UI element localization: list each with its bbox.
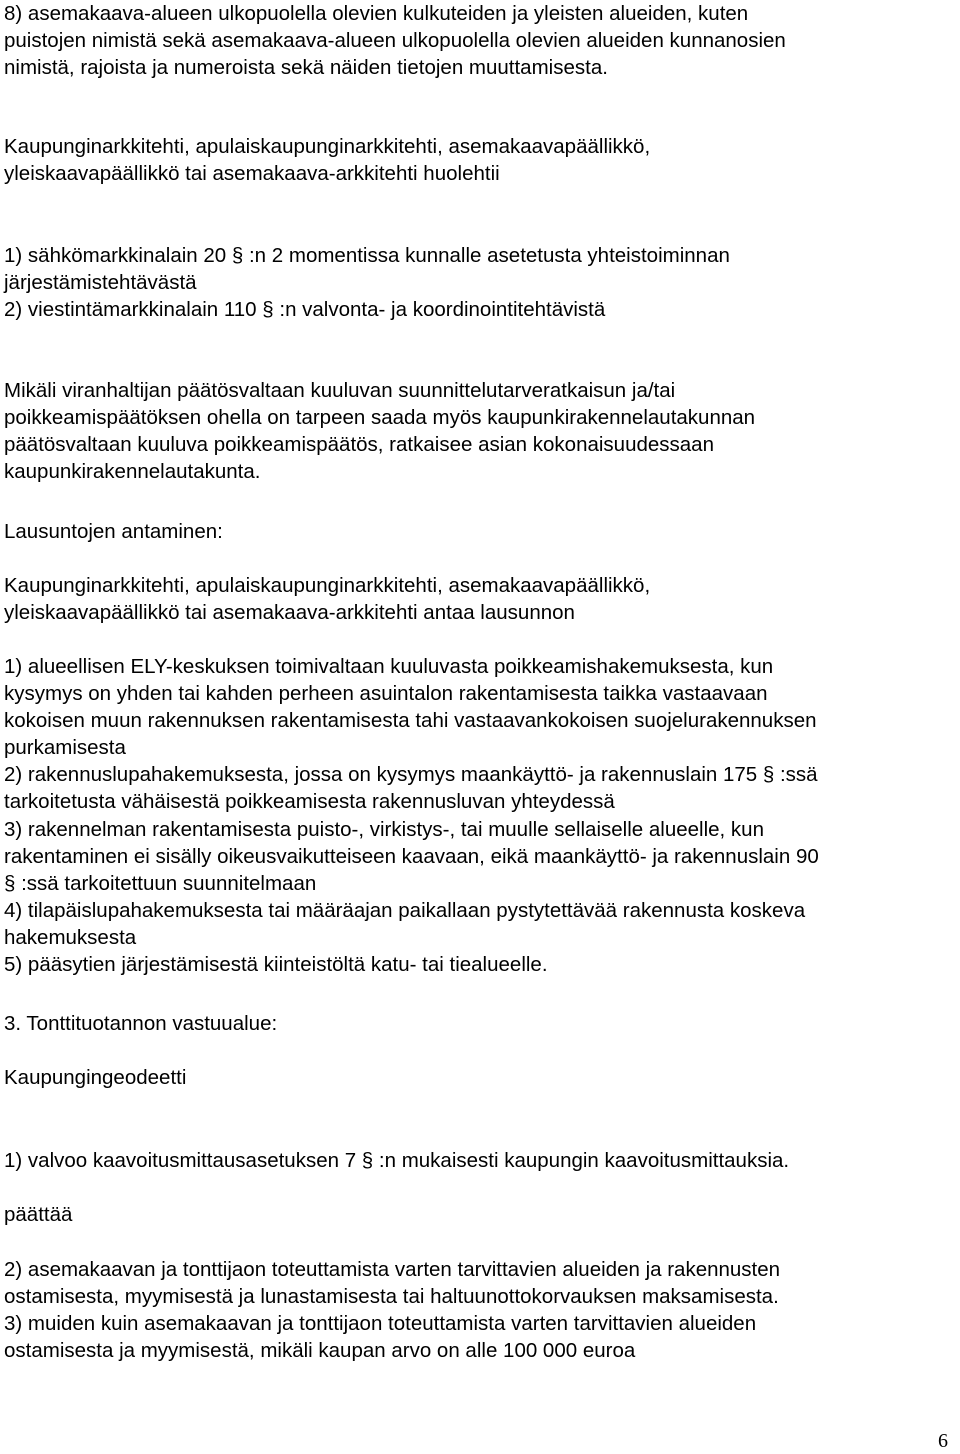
text-line: yleiskaavapäällikkö tai asemakaava-arkkitehti huolehtii bbox=[4, 162, 500, 185]
list-item-continuation: tarkoitetusta vähäisestä poikkeamisesta rakennusluvan yhteydessä bbox=[4, 790, 615, 813]
text-line: yleiskaavapäällikkö tai asemakaava-arkkitehti antaa lausunnon bbox=[4, 601, 575, 624]
list-item: 1) sähkömarkkinalain 20 § :n 2 momentissa kunnalle asetetusta yhteistoiminnan bbox=[4, 244, 730, 267]
page-number: 6 bbox=[938, 1430, 948, 1452]
section-heading: Lausuntojen antaminen: bbox=[4, 520, 223, 543]
list-item: 2) rakennuslupahakemuksesta, jossa on kysymys maankäyttö- ja rakennuslain 175 § :ssä bbox=[4, 763, 818, 786]
list-item-continuation: hakemuksesta bbox=[4, 926, 137, 949]
list-item: 2) asemakaavan ja tonttijaon toteuttamista varten tarvittavien alueiden ja rakennusten bbox=[4, 1258, 781, 1281]
list-item-continuation: järjestämistehtävästä bbox=[4, 271, 197, 294]
list-item-continuation: kokoisen muun rakennuksen rakentamisesta tahi vastaavankokoisen suojelurakennuksen bbox=[4, 709, 817, 732]
list-item-continuation: ostamisesta ja myymisestä, mikäli kaupan arvo on alle 100 000 euroa bbox=[4, 1339, 636, 1362]
list-item: 3) rakennelman rakentamisesta puisto-, virkistys-, tai muulle sellaiselle alueelle, kun bbox=[4, 818, 764, 841]
list-item-continuation: § :ssä tarkoitettuun suunnitelmaan bbox=[4, 872, 317, 895]
list-item-continuation: kysymys on yhden tai kahden perheen asuintalon rakentamisesta taikka vastaavaan bbox=[4, 682, 768, 705]
text-line: kaupunkirakennelautakunta. bbox=[4, 460, 261, 483]
text-line: poikkeamispäätöksen ohella on tarpeen saada myös kaupunkirakennelautakunnan bbox=[4, 406, 756, 429]
list-item: 1) alueellisen ELY-keskuksen toimivaltaan kuuluvasta poikkeamishakemuksesta, kun bbox=[4, 655, 774, 678]
section-heading: 3. Tonttituotannon vastuualue: bbox=[4, 1012, 278, 1035]
list-item: 5) pääsytien järjestämisestä kiinteistöltä katu- tai tiealueelle. bbox=[4, 953, 548, 976]
text-line: Kaupungingeodeetti bbox=[4, 1066, 187, 1089]
text-line: Kaupunginarkkitehti, apulaiskaupunginarkkitehti, asemakaavapäällikkö, bbox=[4, 574, 651, 597]
text-line: nimistä, rajoista ja numeroista sekä näiden tietojen muuttamisesta. bbox=[4, 56, 608, 79]
text-line: päättää bbox=[4, 1203, 73, 1226]
text-line: 8) asemakaava-alueen ulkopuolella olevien kulkuteiden ja yleisten alueiden, kuten bbox=[4, 2, 749, 25]
text-line: Mikäli viranhaltijan päätösvaltaan kuuluvan suunnittelutarveratkaisun ja/tai bbox=[4, 379, 676, 402]
list-item: 3) muiden kuin asemakaavan ja tonttijaon toteuttamista varten tarvittavien alueiden bbox=[4, 1312, 757, 1335]
text-line: päätösvaltaan kuuluva poikkeamispäätös, ratkaisee asian kokonaisuudessaan bbox=[4, 433, 714, 456]
list-item: 1) valvoo kaavoitusmittausasetuksen 7 § :n mukaisesti kaupungin kaavoitusmittauksia. bbox=[4, 1149, 790, 1172]
text-line: puistojen nimistä sekä asemakaava-alueen ulkopuolella olevien alueiden kunnanosien bbox=[4, 29, 786, 52]
list-item-continuation: ostamisesta, myymisestä ja lunastamisesta tai haltuunottokorvauksen maksamisesta. bbox=[4, 1285, 779, 1308]
list-item-continuation: rakentaminen ei sisälly oikeusvaikutteiseen kaavaan, eikä maankäyttö- ja rakennuslain 90 bbox=[4, 845, 819, 868]
text-line: Kaupunginarkkitehti, apulaiskaupunginarkkitehti, asemakaavapäällikkö, bbox=[4, 135, 651, 158]
list-item: 4) tilapäislupahakemuksesta tai määräajan paikallaan pystytettävää rakennusta koskeva bbox=[4, 899, 806, 922]
list-item-continuation: purkamisesta bbox=[4, 736, 126, 759]
list-item: 2) viestintämarkkinalain 110 § :n valvonta- ja koordinointitehtävistä bbox=[4, 298, 606, 321]
